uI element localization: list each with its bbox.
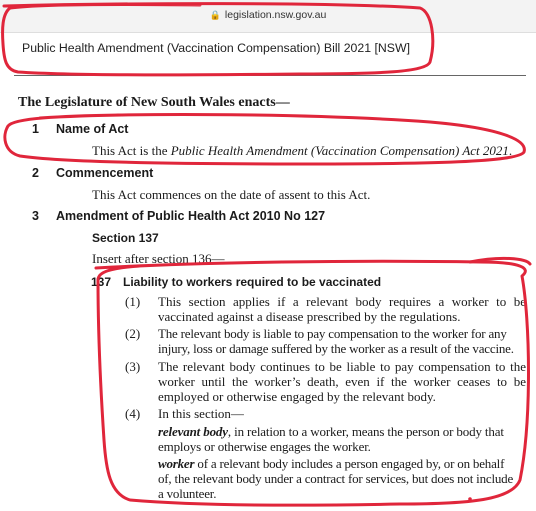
section-137-heading: Liability to workers required to be vaccinated: [123, 275, 382, 289]
subsection-2-line-1: The relevant body is liable to pay compensation to the worker for any: [158, 326, 507, 341]
section-1-text-suffix: .: [508, 143, 513, 158]
section-1-number: 1: [32, 122, 39, 136]
subsection-2-number: (2): [125, 326, 141, 341]
section-3-subheading: Section 137: [92, 231, 159, 245]
section-2-number: 2: [32, 166, 39, 180]
subsection-1-text: [158, 294, 526, 324]
section-1-heading: Name of Act: [56, 122, 129, 136]
subsection-3-line-3: employed or otherwise engaged by the relevant body.: [158, 389, 436, 404]
definition-relevant-body: [158, 424, 528, 454]
definition-worker-line-3: a volunteer.: [158, 486, 217, 501]
enacting-words: The Legislature of New South Wales enacts—: [18, 95, 290, 110]
subsection-4-number: (4): [125, 406, 141, 421]
subsection-3-line-2: worker until the worker’s death, even if the worker ceases to be: [158, 374, 526, 389]
lock-icon: 🔒: [209, 10, 221, 20]
subsection-1-line-2: vaccinated against a disease prescribed by the regulations.: [158, 309, 461, 324]
section-2-heading: Commencement: [56, 166, 154, 180]
section-137-number: 137: [91, 275, 112, 289]
section-3-number: 3: [32, 209, 39, 223]
subsection-2-line-2: injury, loss or damage suffered by the worker as a result of the vaccine.: [158, 341, 514, 356]
section-3-instruction: Insert after section 136—: [92, 251, 225, 266]
definition-relevant-body-line-2: employs or otherwise engages the worker.: [158, 439, 371, 454]
subsection-3-number: (3): [125, 359, 141, 374]
title-divider: [14, 75, 526, 76]
subsection-1-number: (1): [125, 294, 141, 309]
section-2-text: This Act commences on the date of assent to this Act.: [92, 187, 371, 202]
section-3-heading: Amendment of Public Health Act 2010 No 127: [56, 209, 326, 223]
definition-relevant-body-line-1: , in relation to a worker, means the person or body that: [227, 424, 504, 439]
definition-term-relevant-body: relevant body: [158, 424, 228, 439]
definition-worker: [158, 456, 528, 501]
section-137-scribble: [470, 258, 530, 264]
subsection-2-text: [158, 326, 528, 356]
subsection-4-text: In this section—: [158, 406, 244, 421]
definition-term-worker: worker: [158, 456, 195, 471]
subsection-3-line-1: The relevant body continues to be liable to pay compensation to the: [158, 359, 526, 374]
subsection-1-line-1: This section applies if a relevant body requires a worker to be: [158, 294, 526, 309]
act-name: Public Health Amendment (Vaccination Compensation) Act 2021: [170, 143, 509, 158]
browser-address-bar[interactable]: [0, 0, 536, 33]
subsection-3-text: [158, 359, 526, 404]
definition-worker-line-2: of, the relevant body under a contract for services, but does not include: [158, 471, 514, 486]
url-text: legislation.nsw.gov.au: [224, 9, 327, 21]
section-1-text: [92, 143, 512, 159]
url-display[interactable]: [0, 9, 536, 21]
definition-worker-line-1: of a relevant body includes a person engaged by, or on behalf: [194, 456, 505, 471]
section-1-text-prefix: This Act is the: [92, 143, 171, 158]
document-title: Public Health Amendment (Vaccination Compensation) Bill 2021 [NSW]: [22, 41, 410, 55]
